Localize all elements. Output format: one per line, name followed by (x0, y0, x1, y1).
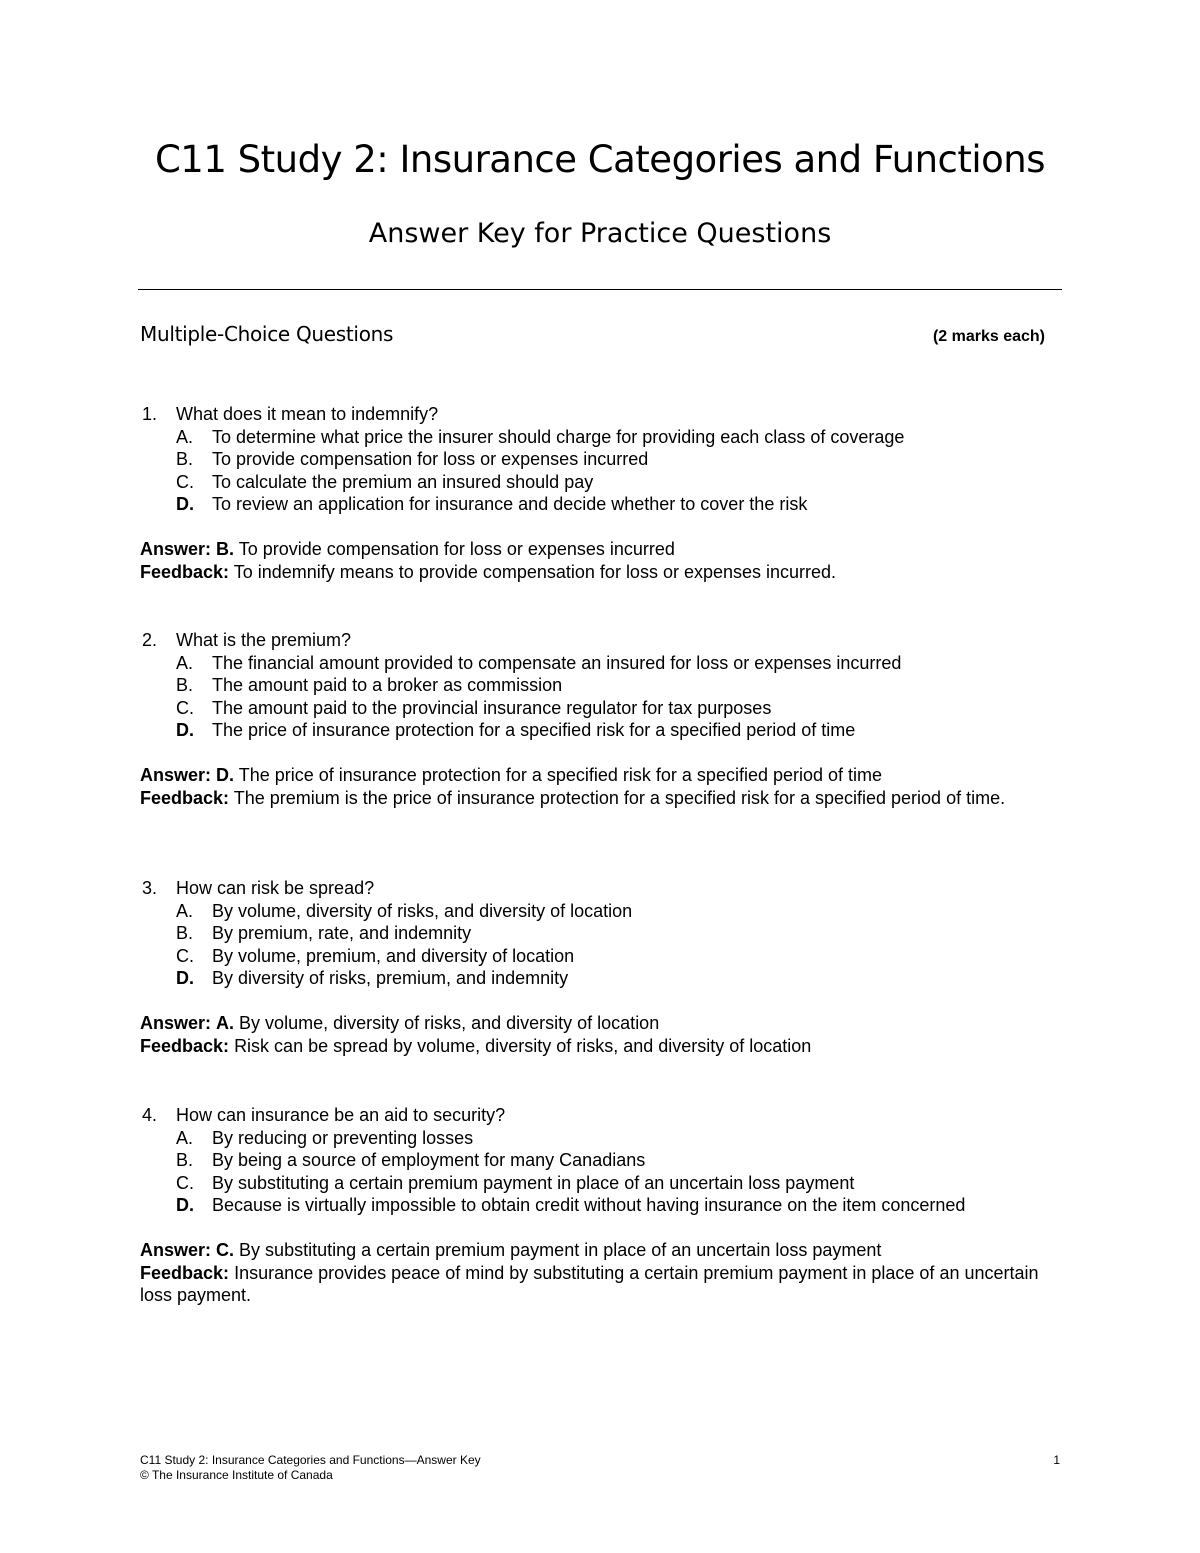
feedback-label: Feedback: (140, 1262, 230, 1283)
answer-letter: A. (216, 1013, 235, 1033)
option-a (140, 652, 1060, 675)
option-a (140, 1127, 1060, 1150)
feedback-label: Feedback: (140, 787, 230, 808)
answer-text: The price of insurance protection for a specified risk for a specified period of time (238, 765, 883, 785)
question-text: What does it mean to indemnify? (176, 404, 439, 424)
document-title: C11 Study 2: Insurance Categories and Functions (154, 138, 1046, 181)
answer-line (140, 764, 1060, 787)
question-stem (140, 403, 1060, 426)
option-text: To calculate the premium an insured should pay (212, 471, 594, 492)
option-b (140, 922, 1060, 945)
footer-document-title: C11 Study 2: Insurance Categories and Functions—Answer Key (140, 1453, 481, 1467)
option-text: The amount paid to the provincial insurance regulator for tax purposes (212, 697, 772, 718)
option-letter: C. (176, 945, 194, 966)
question-stem (140, 877, 1060, 900)
option-letter: A. (176, 900, 194, 921)
feedback-text: Insurance provides peace of mind by substituting a certain premium payment in place of an uncertain loss payment. (140, 1262, 1039, 1305)
option-text: To provide compensation for loss or expenses incurred (212, 449, 649, 469)
option-letter: D. (176, 720, 194, 740)
answer-letter: D. (216, 765, 235, 785)
answer-line (140, 1012, 1060, 1035)
answer-letter: C. (216, 1240, 235, 1260)
section-header (140, 322, 1045, 346)
option-text: By volume, premium, and diversity of location (212, 945, 575, 966)
option-text: By reducing or preventing losses (212, 1127, 474, 1148)
answer-label: Answer: (140, 1240, 212, 1260)
question-number: 4. (142, 1105, 158, 1125)
option-c (140, 945, 1060, 968)
option-text: By being a source of employment for many Canadians (212, 1150, 646, 1170)
option-text: The amount paid to a broker as commission (212, 675, 563, 695)
option-d (140, 1194, 1060, 1217)
title-divider (138, 289, 1062, 290)
option-c (140, 1172, 1060, 1195)
option-letter: B. (176, 449, 194, 469)
option-text: The financial amount provided to compensate an insured for loss or expenses incurred (212, 652, 902, 673)
feedback-line (140, 1262, 1060, 1307)
feedback-label: Feedback: (140, 561, 230, 582)
feedback-text: Risk can be spread by volume, diversity of risks, and diversity of location (234, 1035, 812, 1056)
option-d (140, 493, 1060, 516)
page-number: 1 (1053, 1453, 1060, 1467)
option-d (140, 719, 1060, 742)
option-c (140, 697, 1060, 720)
option-a (140, 900, 1060, 923)
option-text: To determine what price the insurer should charge for providing each class of coverage (212, 426, 905, 447)
option-letter: D. (176, 1195, 194, 1215)
option-letter: C. (176, 697, 194, 718)
option-letter: D. (176, 494, 194, 514)
feedback-line (140, 787, 1060, 810)
question-stem (140, 1104, 1060, 1127)
option-letter: A. (176, 426, 194, 447)
option-text: Because is virtually impossible to obtain credit without having insurance on the item concerned (212, 1195, 966, 1215)
document-subtitle: Answer Key for Practice Questions (368, 218, 832, 249)
answer-label: Answer: (140, 539, 212, 559)
option-letter: D. (176, 968, 194, 988)
option-b (140, 674, 1060, 697)
option-d (140, 967, 1060, 990)
section-marks: (2 marks each) (932, 328, 1045, 345)
option-letter: C. (176, 1172, 194, 1193)
question-text: How can insurance be an aid to security? (176, 1105, 506, 1125)
question-4 (140, 1104, 1060, 1307)
answer-line (140, 1239, 1060, 1262)
section-title: Multiple-Choice Questions (140, 322, 394, 346)
option-text: To review an application for insurance and decide whether to cover the risk (212, 494, 808, 514)
answer-letter: B. (216, 539, 235, 559)
option-text: By substituting a certain premium payment in place of an uncertain loss payment (212, 1172, 855, 1193)
option-letter: A. (176, 652, 194, 673)
option-text: By volume, diversity of risks, and diversity of location (212, 900, 633, 921)
option-text: By premium, rate, and indemnity (212, 923, 472, 943)
option-a (140, 426, 1060, 449)
option-b (140, 448, 1060, 471)
question-number: 3. (142, 878, 158, 898)
question-text: What is the premium? (176, 630, 352, 650)
option-text: By diversity of risks, premium, and indemnity (212, 968, 569, 988)
options-list (140, 1127, 1060, 1217)
feedback-text: To indemnify means to provide compensation for loss or expenses incurred. (233, 561, 837, 582)
feedback-line (140, 1035, 1060, 1058)
answer-text: By substituting a certain premium payment in place of an uncertain loss payment (239, 1240, 882, 1260)
option-c (140, 471, 1060, 494)
feedback-line (140, 561, 1060, 584)
answer-line (140, 538, 1060, 561)
answer-label: Answer: (140, 765, 212, 785)
option-letter: C. (176, 471, 194, 492)
question-stem (140, 629, 1060, 652)
option-letter: B. (176, 675, 194, 695)
option-letter: B. (176, 1150, 194, 1170)
option-letter: A. (176, 1127, 194, 1148)
feedback-label: Feedback: (140, 1035, 230, 1056)
option-b (140, 1149, 1060, 1172)
option-text: The price of insurance protection for a specified risk for a specified period of time (212, 720, 856, 740)
options-list (140, 900, 1060, 990)
answer-label: Answer: (140, 1013, 212, 1033)
question-number: 1. (142, 404, 158, 424)
options-list (140, 652, 1060, 742)
page-footer (140, 1453, 1060, 1482)
question-1 (140, 403, 1060, 583)
question-text: How can risk be spread? (176, 878, 375, 898)
feedback-text: The premium is the price of insurance protection for a specified risk for a specified period of time. (233, 787, 1006, 808)
option-letter: B. (176, 923, 194, 943)
question-number: 2. (142, 630, 158, 650)
question-2 (140, 629, 1060, 809)
answer-text: By volume, diversity of risks, and diversity of location (239, 1013, 660, 1033)
question-3 (140, 877, 1060, 1057)
options-list (140, 426, 1060, 516)
footer-copyright: © The Insurance Institute of Canada (140, 1467, 333, 1482)
answer-text: To provide compensation for loss or expenses incurred (238, 539, 675, 559)
